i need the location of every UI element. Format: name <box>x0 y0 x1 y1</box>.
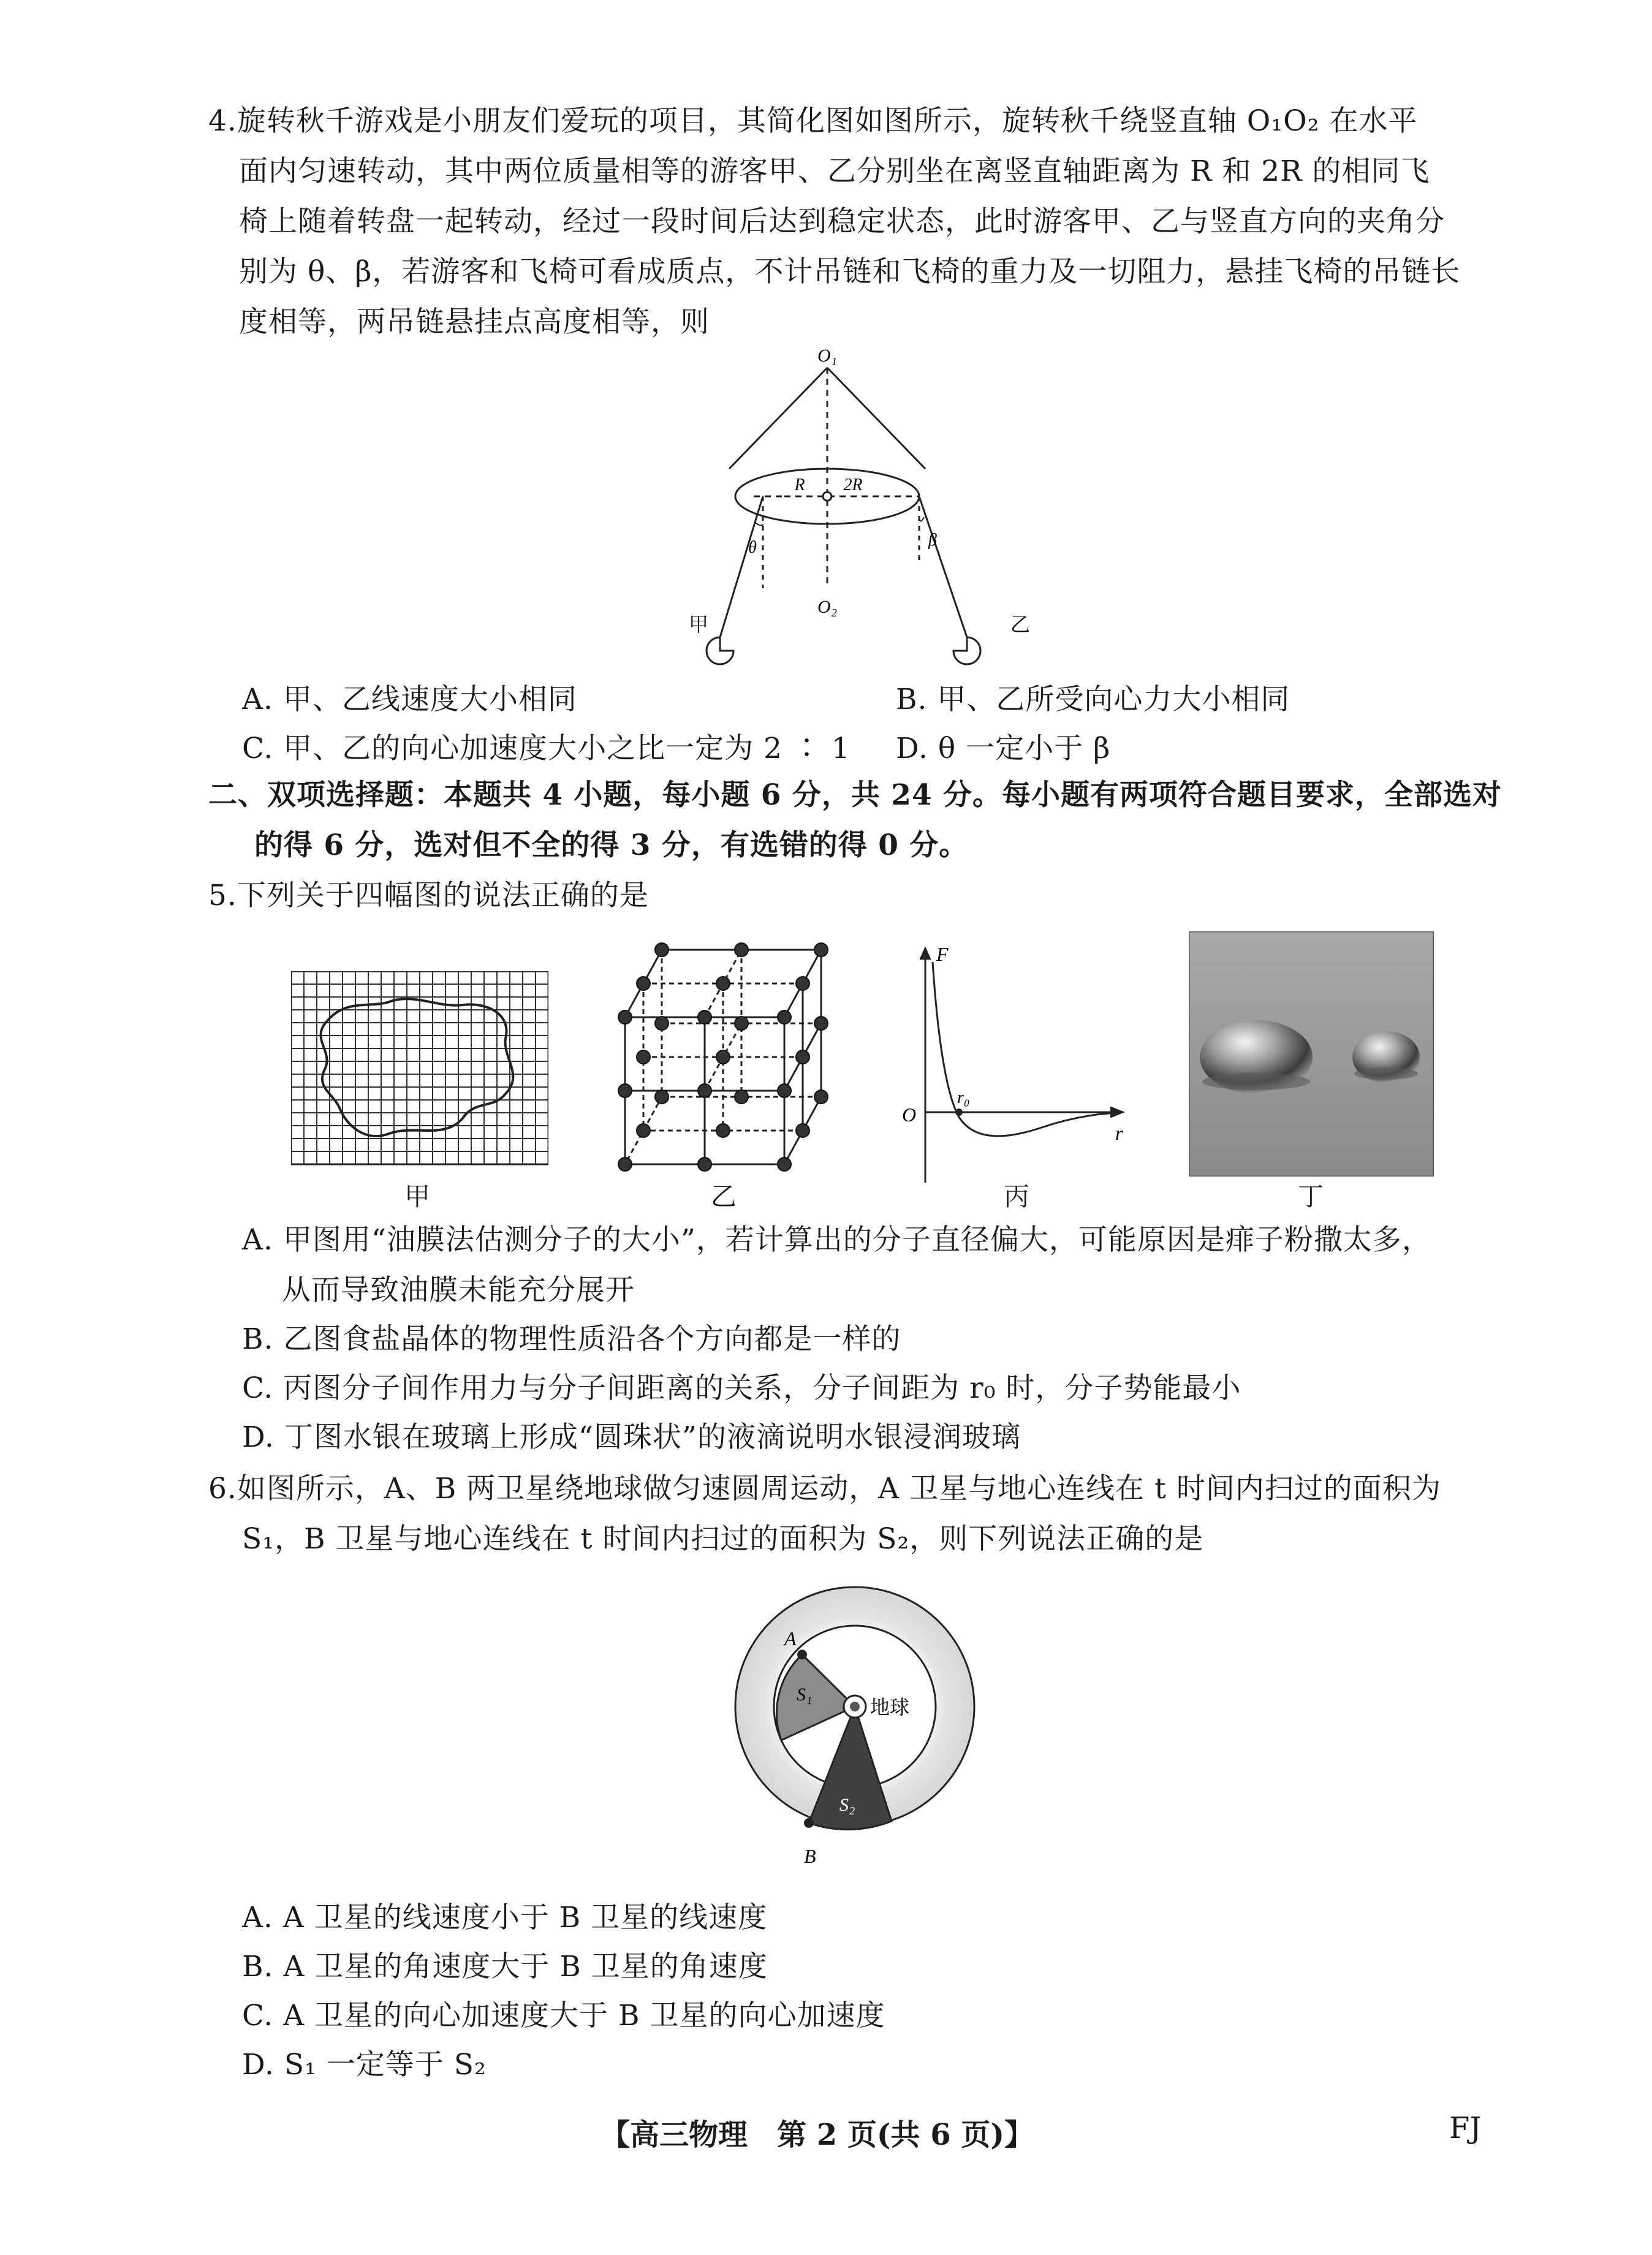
q4-swing-diagram <box>686 343 1054 674</box>
lattice-atom <box>796 1124 809 1137</box>
label-beta: β <box>928 531 937 550</box>
lattice-atom <box>618 1010 632 1024</box>
seat-jia-icon <box>707 637 733 664</box>
q4-option-b: B. 甲、乙所受向心力大小相同 <box>896 683 1290 716</box>
q4-line-1: 4.旋转秋千游戏是小朋友们爱玩的项目，其简化图如图所示，旋转秋千绕竖直轴 O₁O₂ 在水平 <box>208 104 1418 138</box>
q4-line-4: 别为 θ、β，若游客和飞椅可看成质点，不计吊链和飞椅的重力及一切阻力，悬挂飞椅的吊链长 <box>239 255 1461 289</box>
label-2r: 2R <box>843 476 863 495</box>
graph-label-f: F <box>936 943 949 965</box>
lattice-atom <box>655 943 669 957</box>
graph-label-o: O <box>902 1104 917 1126</box>
q4-option-a: A. 甲、乙线速度大小相同 <box>242 683 577 716</box>
q5-fig-jia-oil-film <box>291 971 548 1167</box>
q6-orbit-diagram <box>723 1581 1017 1881</box>
lattice-atom <box>655 1017 669 1030</box>
page-footer-code: FJ <box>1449 2111 1482 2145</box>
q5-option-d: D. 丁图水银在玻璃上形成“圆珠状”的液滴说明水银浸润玻璃 <box>242 1420 1021 1454</box>
lattice-atom <box>698 1158 711 1171</box>
label-o2: O₂ <box>817 597 838 617</box>
lattice-atom <box>716 1050 730 1064</box>
lattice-atom <box>735 1090 748 1104</box>
lattice-atom <box>735 943 748 957</box>
label-a: A <box>784 1628 797 1650</box>
caption-jia: 甲 <box>404 1181 431 1211</box>
page-footer-title: 【高三物理 第 2 页(共 6 页)】 <box>601 2118 1034 2152</box>
lattice-atom <box>637 1050 650 1064</box>
q6-line-1: 6.如图所示，A、B 两卫星绕地球做匀速圆周运动，A 卫星与地心连线在 t 时间内扫过的面积为 <box>208 1472 1441 1506</box>
label-jia: 甲 <box>688 613 709 636</box>
lattice-atom <box>655 1090 669 1104</box>
lattice-atom <box>698 1084 711 1097</box>
q5-fig-ding-mercury-droplets <box>1189 931 1434 1177</box>
q4-line-5: 度相等，两吊链悬挂点高度相等，则 <box>239 305 710 339</box>
lattice-atom <box>716 977 730 990</box>
q5-fig-yi-crystal-lattice <box>613 938 846 1183</box>
q4-line-2: 面内匀速转动，其中两位质量相等的游客甲、乙分别坐在离竖直轴距离为 R 和 2R 的相同飞 <box>239 154 1430 188</box>
lattice-atom <box>618 1158 632 1171</box>
lattice-atom <box>778 1158 791 1171</box>
q5-option-a-line-2: 从而导致油膜未能充分展开 <box>282 1273 635 1307</box>
label-r: R <box>794 476 805 495</box>
q6-option-d: D. S₁ 一定等于 S₂ <box>242 2048 487 2082</box>
label-theta: θ <box>748 538 757 557</box>
section2-line-2: 的得 6 分，选对但不全的得 3 分，有选错的得 0 分。 <box>254 828 969 862</box>
label-b: B <box>804 1845 816 1867</box>
seat-yi-icon <box>953 637 980 664</box>
q5-option-b: B. 乙图食盐晶体的物理性质沿各个方向都是一样的 <box>242 1322 901 1356</box>
q4-line-3: 椅上随着转盘一起转动，经过一段时间后达到稳定状态，此时游客甲、乙与竖直方向的夹角分 <box>239 205 1445 238</box>
lattice-atom <box>637 1124 650 1137</box>
lattice-atom <box>814 943 828 957</box>
caption-yi: 乙 <box>711 1181 737 1211</box>
q4-option-c: C. 甲、乙的向心加速度大小之比一定为 2 ∶ 1 <box>242 732 851 765</box>
lattice-atom <box>796 1050 809 1064</box>
lattice-atom <box>735 1017 748 1030</box>
label-o1: O₁ <box>817 346 838 366</box>
q4-option-d: D. θ 一定小于 β <box>896 732 1111 765</box>
lattice-atom <box>618 1084 632 1097</box>
q6-option-b: B. A 卫星的角速度大于 B 卫星的角速度 <box>242 1950 768 1984</box>
q6-option-a: A. A 卫星的线速度小于 B 卫星的线速度 <box>242 1901 768 1935</box>
label-earth: 地球 <box>870 1696 910 1719</box>
lattice-atom <box>698 1010 711 1024</box>
label-s1: S₁ <box>797 1685 813 1705</box>
label-yi: 乙 <box>1010 613 1031 636</box>
lattice-atom <box>637 977 650 990</box>
q5-stem: 5.下列关于四幅图的说法正确的是 <box>208 879 649 912</box>
lattice-atom <box>778 1010 791 1024</box>
lattice-atom <box>814 1017 828 1030</box>
graph-label-r0: r₀ <box>957 1088 970 1107</box>
section2-line-1: 二、双项选择题：本题共 4 小题，每小题 6 分，共 24 分。每小题有两项符合题目要求，全部选对 <box>208 778 1502 812</box>
lattice-atom <box>716 1124 730 1137</box>
q5-fig-bing-force-graph <box>889 938 1146 1195</box>
graph-label-r: r <box>1115 1122 1123 1144</box>
q6-line-2: S₁，B 卫星与地心连线在 t 时间内扫过的面积为 S₂，则下列说法正确的是 <box>242 1522 1204 1556</box>
q5-option-c: C. 丙图分子间作用力与分子间距离的关系，分子间距为 r₀ 时，分子势能最小 <box>242 1371 1241 1405</box>
lattice-atom <box>796 977 809 990</box>
caption-bing: 丙 <box>1004 1181 1030 1211</box>
label-s2: S₂ <box>839 1795 855 1815</box>
q5-option-a-line-1: A. 甲图用“油膜法估测分子的大小”，若计算出的分子直径偏大，可能原因是痱子粉撒太多， <box>242 1223 1431 1257</box>
lattice-atom <box>814 1090 828 1104</box>
q6-option-c: C. A 卫星的向心加速度大于 B 卫星的向心加速度 <box>242 1999 885 2033</box>
lattice-atom <box>778 1084 791 1097</box>
caption-ding: 丁 <box>1298 1181 1324 1211</box>
